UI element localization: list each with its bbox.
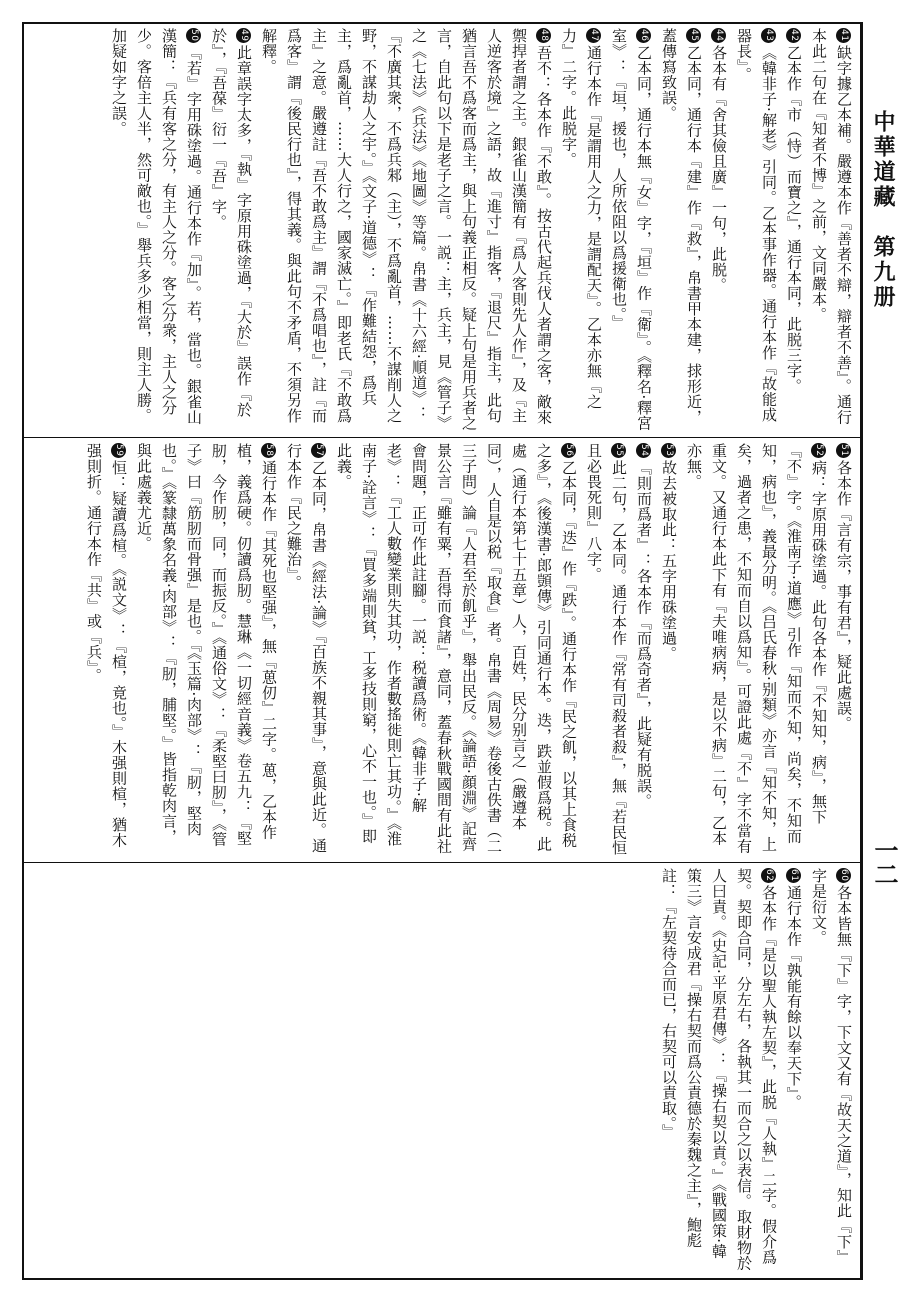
footnote-text: 通行本作『是謂用人之力，是謂配天』。乙本亦無『之力』二字。此脱字。: [560, 28, 603, 410]
footnote: [606, 28, 656, 432]
footnote: [806, 868, 856, 1274]
footnote-text: 各本有『舍其儉且廣』一句，此脱。: [710, 45, 728, 293]
footnote-number: 41: [836, 28, 851, 43]
footnote: [681, 443, 831, 857]
footnote-text: 《韓非子·解老》引同。乙本事作器。通行本作『故能成器長』。: [735, 28, 778, 423]
footnote-text: 乙本同，通行本無『女』字，『垣』作『衛』。《釋名·釋宮室》：『垣，援也，人所依阻以爲援衛也。』: [610, 28, 653, 431]
footnote-text: 病：字原用硃塗過。此句各本作『不知知，病』，無下『不』字。《淮南子·道應》引作『知而不知，尚矣，不知而知，病也』，義最分明。《吕氏春秋·别類》亦言『知不知，上矣，過者之患，不知而自以爲知』。可證此處『不』字不當有重文。又通行本此下有『夫唯病病，是以不病』二句，乙本亦無。: [685, 443, 828, 854]
notes-band-bottom: [28, 868, 856, 1274]
footnote: [781, 868, 806, 1274]
notes-columns-bottom: [28, 868, 856, 1274]
footnote: [106, 28, 206, 432]
footnote-number: 49: [236, 28, 251, 43]
footnote-text: 恒：疑讀爲楦。《説文》：『楦，竟也。』木强則楦，猶木强則折。通行本作『共』或『兵』。: [85, 443, 128, 848]
footnote: [556, 28, 606, 432]
footnote: [656, 28, 706, 432]
footnote-text: 『則而爲者』：各本作『而爲奇者』，此疑有脱誤。: [635, 460, 653, 809]
footnote: [81, 443, 131, 857]
running-header-title: 中華道藏 第九册: [870, 110, 896, 310]
footnote-number: 56: [561, 443, 576, 458]
footnote: [581, 443, 631, 857]
footnote-text: 各本皆無『下』字，下文又有『故天之道』，知此『下』字是衍文。: [810, 868, 853, 1265]
footnote: [631, 443, 656, 857]
footnote-text: 吾不：各本作『不敢』。按古代起兵伐人者謂之客，敵來禦捍者謂之主。銀雀山漢簡有『爲人客則先人作』，及『主人逆客於境』之語，故『進寸』指客，『退尺』指主，此句猶言吾不爲客而爲主，與上句義正相反。疑上句是用兵者之言，自此句以下是老子之言。一説：主，兵主，見《管子》之《七法》《兵法》《地圖》等篇。帛書《十六經·順道》：『不廣其衆，不爲兵邾（主），不爲亂首，……不謀削人之野，不謀劫人之宇。』《文子·道德》：『作難結怨，爲兵主，爲亂首，……大人行之，國家滅亡。』即老氏『不敢爲主』之意。嚴遵註『吾不敢爲主』謂『不爲唱也』，註『而爲客』謂『後民行也』，得其義。與此句不矛盾，不須另作解釋。: [260, 28, 553, 431]
footnote-text: 此章誤字太多，『執』字原用硃塗過，『大於』誤作『於於』，『吾葆』衍一『吾』字。: [210, 28, 253, 418]
footnote-number: 50: [186, 28, 201, 43]
gutter-line: [862, 22, 863, 1280]
footnote-number: 57: [311, 443, 326, 458]
footnote-text: 乙本同，『迭』作『跌』。通行本作『民之飢，以其上食税之多』，《後漢書·郎顗傳》引同通行本。迭，跌並假爲税。此處（通行本第七十五章）人，百姓，民分别言之（嚴遵本同），人自是以税『取食』者。帛書《周易》卷後古佚書（二三子問）論『人君至於飢乎』，舉出民反。《論語·顔淵》記齊景公言『雖有粟，吾得而食諸』，意同，蓋春秋戰國間有此社會問題，正可作此註腳。一説：税讀爲術。《韓非子·解老》：『工人數變業則失其功，作者數搖徙則亡其功。』《淮南子·詮言》：『買多端則貧，工多技則窮，心不一也。』即此義。: [335, 443, 578, 854]
footnote-number: 43: [761, 28, 776, 43]
footnote-number: 58: [261, 443, 276, 458]
footnote: [831, 443, 856, 857]
footnote-number: 45: [686, 28, 701, 43]
footnote-number: 53: [661, 443, 676, 458]
footnote-text: 『若』字用硃塗過。通行本作『加』。若，當也。銀雀山漢簡：『兵有客之分，有主人之分。客之分衆，主人之分少。客倍主人半，然可敵也。』舉兵多少相當，則主人勝。加疑如字之誤。: [110, 28, 203, 425]
footnote-text: 此二句，乙本同。通行本作『常有司殺者殺』，無『若民恒且必畏死則』八字。: [585, 443, 628, 856]
footnote-text: 缺字據乙本補。嚴遵本作『善者不辯，辯者不善』。通行本此二句在『知者不博』之前，文同嚴本。: [810, 28, 853, 425]
band-divider-upper: [22, 437, 862, 438]
footnote-number: 42: [786, 28, 801, 43]
footnote-text: 乙本作『市（恃）而寶之』，通行本同，此脱三字。: [785, 45, 803, 394]
footnote-number: 44: [711, 28, 726, 43]
footnote: [706, 28, 731, 432]
footnote-number: 60: [836, 868, 851, 883]
footnote-number: 54: [636, 443, 651, 458]
notes-band-middle: [28, 443, 856, 857]
footnote-number: 51: [836, 443, 851, 458]
footnote-text: 乙本同，帛書《經法·論》『百族不親其事』，意與此近。通行本作『民之難治』。: [285, 443, 328, 854]
footnote-number: 59: [111, 443, 126, 458]
footnote-text: 乙本同，通行本『建』作『救』，帛書甲本建，捄形近，蓋傳寫致誤。: [660, 28, 703, 425]
footnote-text: 各本作『言有宗，事有君』，疑此處誤。: [835, 460, 853, 732]
footnote-text: 故去被取此：五字用硃塗過。: [660, 460, 678, 662]
notes-band-top: [28, 28, 856, 432]
page-number: 一二: [870, 838, 899, 886]
footnote: [781, 28, 806, 432]
band-divider-lower: [22, 862, 862, 863]
notes-columns-middle: [28, 443, 856, 857]
footnote: [656, 868, 781, 1274]
footnote-number: 46: [636, 28, 651, 43]
notes-columns-top: [28, 28, 856, 432]
footnote-text: 通行本作『其死也堅强』，無『葸仞』二字。葸，乙本作植，義爲硬。仞讀爲肕。慧琳《一切經音義》卷五九：『堅肕，今作肕，同，而振反。』《通俗文》：『柔堅曰肕』，《管子》曰『筋肕而骨强』是也。『《玉篇·肉部》：『肕，堅肉也。』《篆隸萬象名義·肉部》：『肕，脯堅。』皆指乾肉言，與此處義尤近。: [135, 443, 278, 847]
footnote: [656, 443, 681, 857]
footnote: [131, 443, 281, 857]
footnote: [281, 443, 331, 857]
footnote: [256, 28, 556, 432]
footnote-number: 48: [536, 28, 551, 43]
footnote-number: 55: [611, 443, 626, 458]
footnote-text: 通行本作『孰能有餘以奉天下』。: [785, 885, 803, 1110]
footnote-number: 62: [761, 868, 776, 883]
footnote-number: 61: [786, 868, 801, 883]
footnote-number: 52: [811, 443, 826, 458]
footnote: [806, 28, 856, 432]
footnote-text: 各本作『是以聖人執左契』，此脱『人執』二字。假介爲契。契即合同，分左右，各執其一而合之以表信。取財物於人曰責。《史記·平原君傳》：『操右契以責。』《戰國策·韓策三》言安成君『操右契而爲公責德於秦魏之主』，鮑彪註：『左契待合而已，右契可以責取。』: [660, 868, 778, 1271]
footnote: [206, 28, 256, 432]
footnote-number: 47: [586, 28, 601, 43]
footnote: [331, 443, 581, 857]
footnote: [731, 28, 781, 432]
